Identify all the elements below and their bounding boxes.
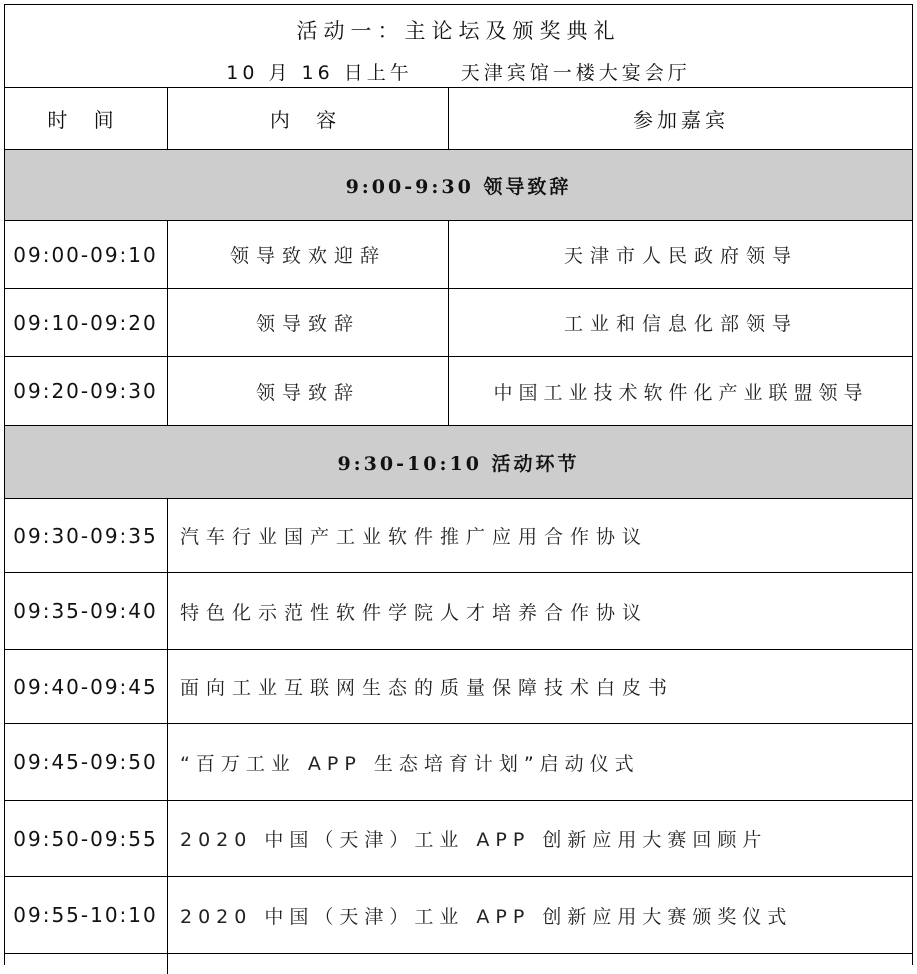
row-content: 2020 中国（天津）工业 APP 创新应用大赛颁奖仪式: [180, 905, 793, 928]
column-header-time: 时 间: [47, 108, 124, 132]
row-time: 09:10-09:20: [13, 310, 158, 335]
section-heading-text: 9:00-9:30 领导致辞: [345, 175, 572, 198]
row-content: 领导致欢迎辞: [229, 245, 386, 267]
title-block: [5, 5, 912, 88]
table-row: [5, 650, 912, 724]
table-row: [5, 573, 912, 650]
table-row: [5, 499, 912, 573]
event-date: 10 月 16 日上午: [226, 62, 413, 84]
table-row: [5, 801, 912, 877]
row-time: 09:50-09:55: [13, 826, 158, 851]
row-content: 特色化示范性软件学院人才培养合作协议: [180, 601, 649, 624]
row-time: 09:00-09:10: [13, 242, 158, 267]
column-header-guests: 参加嘉宾: [633, 108, 729, 132]
event-venue: 天津宾馆一楼大宴会厅: [460, 62, 691, 84]
subtitle: [5, 58, 912, 85]
row-time: 09:30-09:35: [13, 523, 158, 548]
row-time: 09:55-10:10: [13, 903, 158, 927]
row-content: “百万工业 APP 生态培育计划”启动仪式: [180, 752, 640, 775]
section-heading-text: 9:30-10:10 活动环节: [337, 452, 580, 475]
table-row: [5, 877, 912, 954]
row-time: 09:20-09:30: [13, 379, 158, 403]
column-header-content: 内 容: [269, 108, 347, 132]
row-guest: 中国工业技术软件化产业联盟领导: [493, 381, 869, 404]
row-guest: 工业和信息化部领导: [563, 313, 798, 335]
table-row: [5, 724, 912, 801]
schedule-table: [4, 4, 913, 965]
row-content: 汽车行业国产工业软件推广应用合作协议: [180, 526, 649, 548]
column-header-row: [5, 88, 912, 150]
table-row: [5, 221, 912, 289]
row-content: 2020 中国（天津）工业 APP 创新应用大赛回顾片: [180, 829, 768, 851]
row-time: 09:35-09:40: [13, 599, 158, 623]
row-time: 09:40-09:45: [13, 674, 158, 699]
row-content: 面向工业互联网生态的质量保障技术白皮书: [180, 677, 675, 699]
table-row: [5, 289, 912, 357]
row-content: 领导致辞: [255, 381, 360, 404]
row-time: 09:45-09:50: [13, 750, 158, 774]
table-row-partial: [5, 954, 912, 974]
table-row: [5, 357, 912, 426]
section-heading-1: [5, 150, 912, 221]
section-heading-2: [5, 426, 912, 499]
page-title: 活动一：主论坛及颁奖典礼: [296, 19, 621, 43]
row-content: 领导致辞: [255, 313, 360, 335]
row-guest: 天津市人民政府领导: [563, 245, 798, 267]
